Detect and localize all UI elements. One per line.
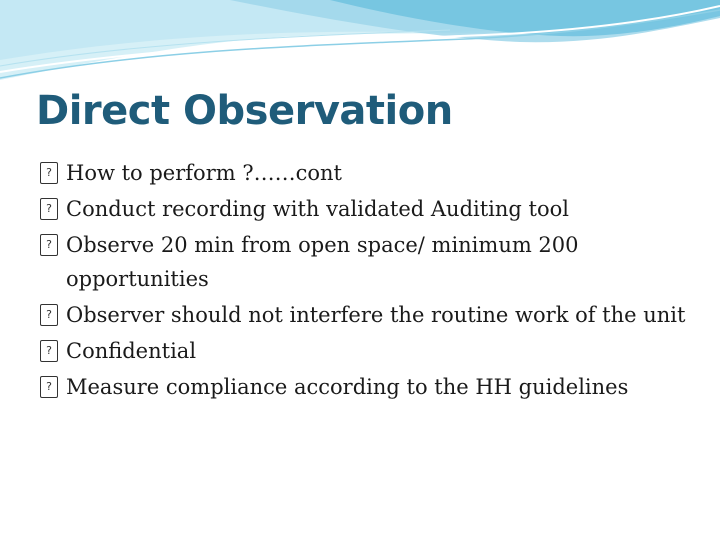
page-title: Direct Observation (36, 88, 453, 134)
bullet-list (40, 156, 690, 406)
bullet-text: Measure compliance according to the HH guidelines (66, 375, 629, 399)
list-item (40, 298, 690, 332)
bullet-marker-icon: ? (40, 198, 58, 220)
bullet-marker-icon: ? (40, 376, 58, 398)
header-wave-decoration (0, 0, 720, 90)
list-item (40, 334, 690, 368)
list-item (40, 156, 690, 190)
bullet-marker-icon: ? (40, 162, 58, 184)
list-item (40, 228, 690, 296)
bullet-text: Confidential (66, 339, 197, 363)
bullet-text: How to perform ?……cont (66, 161, 342, 185)
bullet-text: Conduct recording with validated Auditing tool (66, 197, 569, 221)
bullet-marker-icon: ? (40, 304, 58, 326)
bullet-text: Observe 20 min from open space/ minimum 200 opportunities (66, 233, 579, 291)
list-item (40, 192, 690, 226)
bullet-marker-icon: ? (40, 234, 58, 256)
list-item (40, 370, 690, 404)
bullet-marker-icon: ? (40, 340, 58, 362)
bullet-text: Observer should not interfere the routine work of the unit (66, 303, 686, 327)
